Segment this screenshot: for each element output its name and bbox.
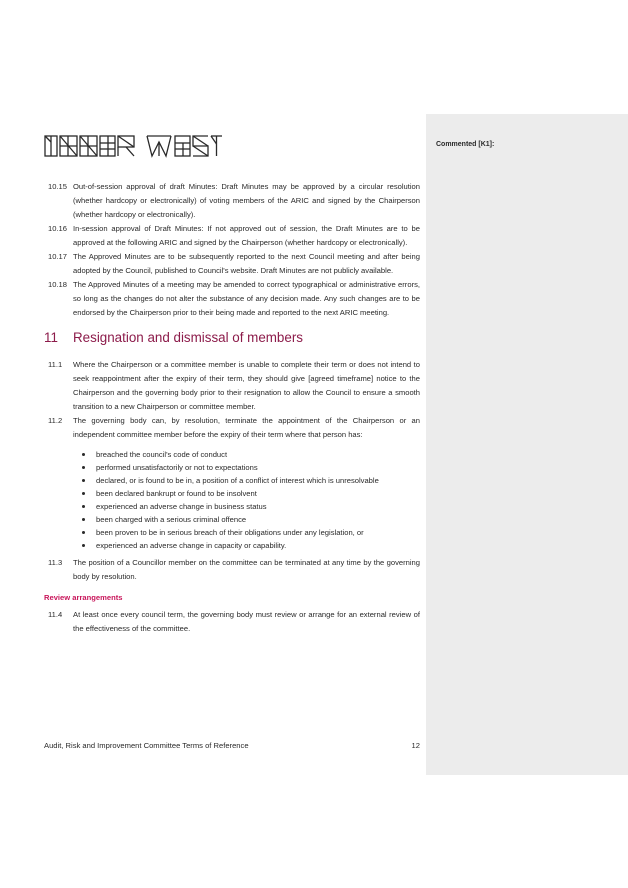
clause-11-2 — [44, 414, 420, 442]
section-number: 11 — [44, 330, 58, 345]
inner-west-logo — [44, 134, 222, 163]
list-item: performed unsatisfactorily or not to expectations — [96, 461, 420, 474]
list-item: breached the council's code of conduct — [96, 448, 420, 461]
termination-grounds-list — [44, 448, 420, 552]
clause-10-18 — [44, 278, 420, 320]
clause-number: 11.2 — [48, 416, 63, 425]
review-arrangements-heading: Review arrangements — [44, 593, 123, 602]
clause-number: 11.4 — [48, 610, 63, 619]
list-item: experienced an adverse change in capacity or capability. — [96, 539, 420, 552]
clause-number: 11.1 — [48, 360, 63, 369]
comment-pane — [426, 114, 628, 775]
clause-text: Out-of-session approval of draft Minutes: Draft Minutes may be approved by a circular resolution (whether hardcopy or electronically) of voting members of the ARIC and signed by the Chairperson (whether hardcopy or electronically). — [73, 182, 420, 219]
logo-wordmark — [44, 134, 222, 158]
clause-number: 10.16 — [48, 224, 68, 233]
clause-11-3 — [44, 556, 420, 584]
list-item: declared, or is found to be in, a position of a conflict of interest which is unresolvable — [96, 474, 420, 487]
comment-label[interactable]: Commented [K1]: — [436, 141, 495, 148]
clause-text: At least once every council term, the governing body must review or arrange for an external review of the effectiveness of the committee. — [73, 610, 420, 633]
clause-10-17 — [44, 250, 420, 278]
list-item: been proven to be in serious breach of their obligations under any legislation, or — [96, 526, 420, 539]
clause-text: The Approved Minutes of a meeting may be amended to correct typographical or administrative errors, so long as the changes do not alter the substance of any decision made. Any such changes are to be endorsed by the Chairperson prior to their being made and reported to the next ARIC meeting. — [73, 280, 420, 317]
document-body — [44, 180, 420, 636]
clause-10-15 — [44, 180, 420, 222]
list-item: been declared bankrupt or found to be insolvent — [96, 487, 420, 500]
section-heading — [44, 329, 420, 347]
clause-number: 10.15 — [48, 182, 68, 191]
clause-11-4 — [44, 608, 420, 636]
list-item: been charged with a serious criminal offence — [96, 513, 420, 526]
list-item: experienced an adverse change in business status — [96, 500, 420, 513]
clause-number: 11.3 — [48, 558, 63, 567]
clause-text: The Approved Minutes are to be subsequently reported to the next Council meeting and after being adopted by the Council, published to Council's website. Draft Minutes are not publicly available. — [73, 252, 420, 275]
clause-number: 10.17 — [48, 252, 68, 261]
clause-text: Where the Chairperson or a committee member is unable to complete their term or does not intend to seek reappointment after the expiry of their term, they should give [agreed timeframe] notice to the Chairperson and the governing body prior to their resignation to allow the Council to ensure a smooth transition to a new Chairperson or committee member. — [73, 360, 420, 411]
page-footer — [44, 741, 420, 750]
page-number: 12 — [411, 741, 420, 750]
clause-11-1 — [44, 358, 420, 414]
clause-text: The position of a Councillor member on the committee can be terminated at any time by the governing body by resolution. — [73, 558, 420, 581]
clause-10-16 — [44, 222, 420, 250]
clause-number: 10.18 — [48, 280, 68, 289]
clause-text: In-session approval of Draft Minutes: If not approved out of session, the Draft Minutes are to be approved at the following ARIC and signed by the Chairperson (whether hardcopy or electronically). — [73, 224, 420, 247]
section-title: Resignation and dismissal of members — [73, 330, 303, 345]
clause-text: The governing body can, by resolution, terminate the appointment of the Chairperson or an independent committee member before the expiry of their term where that person has: — [73, 416, 420, 439]
footer-title: Audit, Risk and Improvement Committee Terms of Reference — [44, 741, 249, 750]
